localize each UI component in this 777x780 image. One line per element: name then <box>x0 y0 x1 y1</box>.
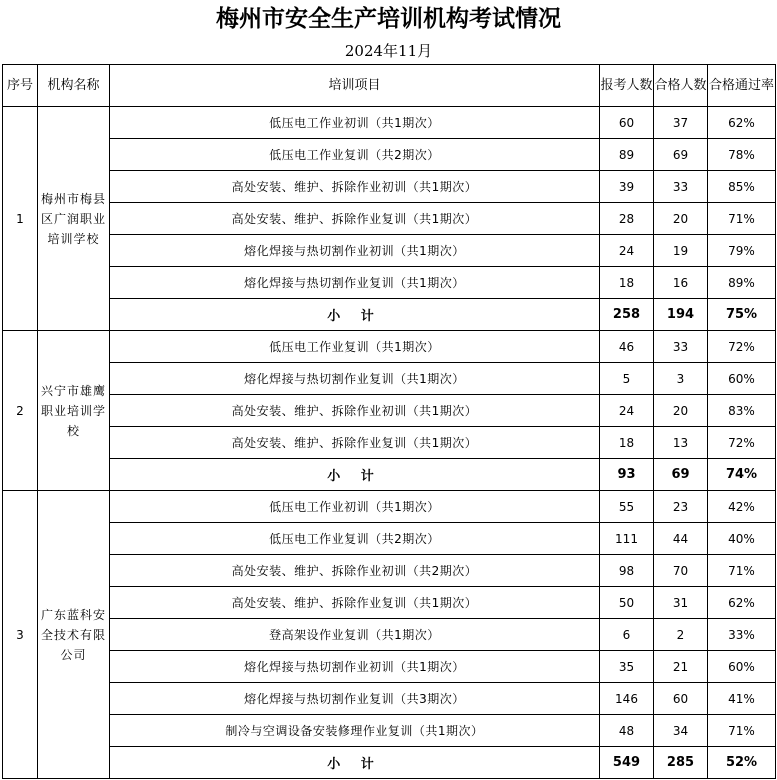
registered-count: 28 <box>600 203 654 235</box>
registered-count: 39 <box>600 171 654 203</box>
passed-count: 23 <box>654 491 708 523</box>
table-row <box>3 363 776 395</box>
table-row <box>3 555 776 587</box>
training-project: 低压电工作业复训（共2期次） <box>110 139 600 171</box>
registered-count: 35 <box>600 651 654 683</box>
registered-count: 48 <box>600 715 654 747</box>
passed-count: 20 <box>654 203 708 235</box>
institution-name: 兴宁市雄鹰职业培训学校 <box>38 331 110 491</box>
registered-count: 24 <box>600 235 654 267</box>
subtotal-passed: 194 <box>654 299 708 331</box>
training-project: 高处安装、维护、拆除作业初训（共2期次） <box>110 555 600 587</box>
pass-rate: 72% <box>708 331 776 363</box>
table-row <box>3 267 776 299</box>
table-row <box>3 587 776 619</box>
pass-rate: 72% <box>708 427 776 459</box>
training-project: 高处安装、维护、拆除作业复训（共1期次） <box>110 427 600 459</box>
registered-count: 18 <box>600 427 654 459</box>
subtotal-row <box>3 299 776 331</box>
table-row <box>3 491 776 523</box>
subtotal-row <box>3 747 776 779</box>
passed-count: 31 <box>654 587 708 619</box>
table-row <box>3 331 776 363</box>
subtotal-rate: 52% <box>708 747 776 779</box>
subtotal-label: 小 计 <box>110 459 600 491</box>
subtotal-passed: 285 <box>654 747 708 779</box>
header-registered: 报考人数 <box>600 65 654 107</box>
passed-count: 21 <box>654 651 708 683</box>
table-row <box>3 235 776 267</box>
registered-count: 60 <box>600 107 654 139</box>
subtotal-passed: 69 <box>654 459 708 491</box>
subtotal-registered: 549 <box>600 747 654 779</box>
table-row <box>3 651 776 683</box>
training-project: 熔化焊接与热切割作业复训（共1期次） <box>110 363 600 395</box>
pass-rate: 89% <box>708 267 776 299</box>
table-body <box>3 107 776 779</box>
table-row <box>3 619 776 651</box>
passed-count: 37 <box>654 107 708 139</box>
registered-count: 6 <box>600 619 654 651</box>
training-project: 高处安装、维护、拆除作业初训（共1期次） <box>110 171 600 203</box>
header-passed: 合格人数 <box>654 65 708 107</box>
pass-rate: 60% <box>708 363 776 395</box>
training-project: 熔化焊接与热切割作业复训（共3期次） <box>110 683 600 715</box>
pass-rate: 42% <box>708 491 776 523</box>
training-project: 高处安装、维护、拆除作业复训（共1期次） <box>110 203 600 235</box>
passed-count: 44 <box>654 523 708 555</box>
registered-count: 18 <box>600 267 654 299</box>
pass-rate: 41% <box>708 683 776 715</box>
training-project: 低压电工作业初训（共1期次） <box>110 107 600 139</box>
exam-results-table <box>2 64 776 779</box>
pass-rate: 62% <box>708 107 776 139</box>
subtotal-registered: 93 <box>600 459 654 491</box>
subtotal-rate: 75% <box>708 299 776 331</box>
passed-count: 33 <box>654 171 708 203</box>
institution-no: 1 <box>3 107 38 331</box>
registered-count: 98 <box>600 555 654 587</box>
pass-rate: 83% <box>708 395 776 427</box>
header-no: 序号 <box>3 65 38 107</box>
registered-count: 55 <box>600 491 654 523</box>
pass-rate: 78% <box>708 139 776 171</box>
subtotal-label: 小 计 <box>110 299 600 331</box>
training-project: 高处安装、维护、拆除作业复训（共1期次） <box>110 587 600 619</box>
passed-count: 70 <box>654 555 708 587</box>
header-institution: 机构名称 <box>38 65 110 107</box>
registered-count: 24 <box>600 395 654 427</box>
passed-count: 60 <box>654 683 708 715</box>
table-row <box>3 523 776 555</box>
passed-count: 13 <box>654 427 708 459</box>
passed-count: 2 <box>654 619 708 651</box>
table-row <box>3 395 776 427</box>
table-row <box>3 683 776 715</box>
training-project: 低压电工作业复训（共1期次） <box>110 331 600 363</box>
header-pass-rate: 合格通过率 <box>708 65 776 107</box>
institution-no: 3 <box>3 491 38 779</box>
training-project: 低压电工作业初训（共1期次） <box>110 491 600 523</box>
registered-count: 89 <box>600 139 654 171</box>
table-header-row <box>3 65 776 107</box>
passed-count: 69 <box>654 139 708 171</box>
training-project: 登高架设作业复训（共1期次） <box>110 619 600 651</box>
training-project: 熔化焊接与热切割作业复训（共1期次） <box>110 267 600 299</box>
passed-count: 3 <box>654 363 708 395</box>
table-row <box>3 203 776 235</box>
pass-rate: 85% <box>708 171 776 203</box>
table-row <box>3 427 776 459</box>
page-title: 梅州市安全生产培训机构考试情况 <box>216 5 561 32</box>
passed-count: 20 <box>654 395 708 427</box>
registered-count: 50 <box>600 587 654 619</box>
subtotal-row <box>3 459 776 491</box>
subtotal-label: 小 计 <box>110 747 600 779</box>
training-project: 低压电工作业复训（共2期次） <box>110 523 600 555</box>
header-project: 培训项目 <box>110 65 600 107</box>
pass-rate: 40% <box>708 523 776 555</box>
report-date: 2024年11月 <box>344 42 433 60</box>
registered-count: 146 <box>600 683 654 715</box>
subtotal-rate: 74% <box>708 459 776 491</box>
table-row <box>3 715 776 747</box>
training-project: 制冷与空调设备安装修理作业复训（共1期次） <box>110 715 600 747</box>
passed-count: 19 <box>654 235 708 267</box>
institution-no: 2 <box>3 331 38 491</box>
registered-count: 46 <box>600 331 654 363</box>
pass-rate: 71% <box>708 203 776 235</box>
training-project: 熔化焊接与热切割作业初训（共1期次） <box>110 235 600 267</box>
training-project: 高处安装、维护、拆除作业初训（共1期次） <box>110 395 600 427</box>
registered-count: 111 <box>600 523 654 555</box>
table-row <box>3 171 776 203</box>
training-project: 熔化焊接与热切割作业初训（共1期次） <box>110 651 600 683</box>
pass-rate: 33% <box>708 619 776 651</box>
pass-rate: 71% <box>708 555 776 587</box>
institution-name: 梅州市梅县区广润职业培训学校 <box>38 107 110 331</box>
registered-count: 5 <box>600 363 654 395</box>
pass-rate: 60% <box>708 651 776 683</box>
passed-count: 16 <box>654 267 708 299</box>
subtotal-registered: 258 <box>600 299 654 331</box>
pass-rate: 71% <box>708 715 776 747</box>
pass-rate: 79% <box>708 235 776 267</box>
table-row <box>3 139 776 171</box>
institution-name: 广东蓝科安全技术有限公司 <box>38 491 110 779</box>
passed-count: 33 <box>654 331 708 363</box>
passed-count: 34 <box>654 715 708 747</box>
table-row <box>3 107 776 139</box>
pass-rate: 62% <box>708 587 776 619</box>
